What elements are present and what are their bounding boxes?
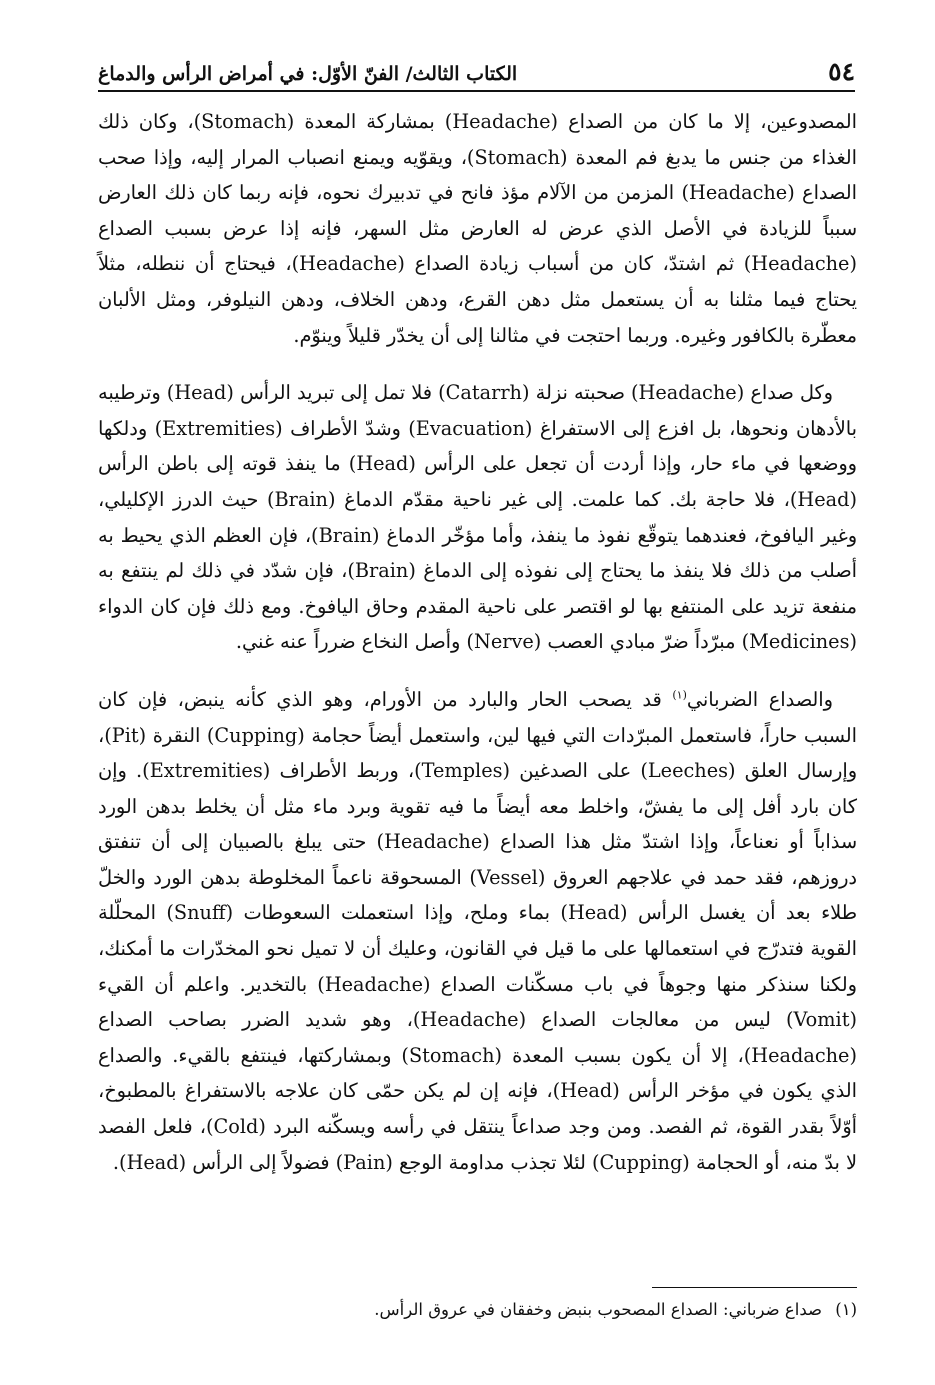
paragraph-2: وكل صداع (Headache) صحبته نزلة (Catarrh) فلا تمل إلى تبريد الرأس (Head) وترطيبه بالأدهان ونحوها، بل افزع إلى الاستفراغ (Evacuation) وشدّ الأطراف (Extremities) ودلكها ووضعها في ماء حار، وإذا أردت أن تجعل على الرأس (Head) ما ينفذ قوته إلى باطن الرأس (Head)، فلا حاجة بك. كما علمت. إلى غير ناحية مقدّم الدماغ (Brain) حيث الدرز الإكليلي، وغير اليافوخ، فعندهما يتوقّع نفوذ ما ينفذ، وأما مؤخّر الدماغ (Brain)، فإن العظم الذي يحيط به أصلب من ذلك فلا ينفذ ما يحتاج إلى نفوذه إلى الدماغ (Brain)، فإن شدّد في ذلك لم ينتفع به منفعة تزيد على المنتفع بها لو اقتصر على ناحية المقدم وحاق اليافوخ. ومع ذلك فإن كان الدواء (Medicines) مبرّداً ضرّ مبادي العصب (Nerve) وأصل النخاع ضرراً عنه غني. — [98, 381, 858, 654]
footnote-divider — [652, 1287, 857, 1288]
footnote-reference: (١) — [672, 688, 687, 702]
paragraph-3-text: قد يصحب الحار والبارد من الأورام، وهو الذي كأنه ينبض، فإن كان السبب حاراً، فاستعمل المبرّدات التي فيها لين، واستعمل أيضاً حجامة (Cupping) النقرة (Pit)، وإرسال العلق (Leeches) على الصدغين (Temples)، وربط الأطراف (Extremities). وإن كان بارد أفل إلى ما يفشّ، واخلط معه أيضاً ما فيه تقوية وبرد ماء مثل أن يخلط بدهن الورد سذاباً أو نعناعاً، وإذا اشتدّ مثل هذا الصداع (Headache) حتى يبلغ بالصبيان إلى أن تنفتق دروزهم، فقد حمد في علاجهم العروق (Vessel) المسحوقة ناعماً المخلوطة بدهن الورد والخلّ طلاء بعد أن يغسل الرأس (Head) بماء وملح، وإذا استعملت السعوطات (Snuff) المحلّلة القوية فتدرّج في استعمالها على ما قيل في القانون، وعليك أن لا تميل نحو المخدّرات ما أمكنك، ولكنا سنذكر منها وجوهاً في باب مسكّنات الصداع (Headache) بالتخدير. واعلم أن القيء (Vomit) ليس من معالجات الصداع (Headache)، وهو شديد الضرر بصاحب الصداع (Headache)، إلا أن يكون بسبب المعدة (Stomach) وبمشاركتها، فينتفع بالقيء. والصداع الذي يكون في مؤخر الرأس (Head)، فإنه إن لم يكن حمّى كان علاجه بالاستفراغ بالمطبوخ، أوّلاً بقدر القوة، ثم الفصد. ومن وجد صداعاً ينتقل في رأسه ويسكّنه البرد (Cold)، فلعل الفصد لا بدّ منه، أو الحجامة (Cupping) لئلا تجذب مداومة الوجع (Pain) فضولاً إلى الرأس (Head). — [98, 687, 858, 1174]
page-number: ٥٤ — [828, 57, 855, 86]
paragraph-1: المصدوعين، إلا ما كان من الصداع (Headache) بمشاركة المعدة (Stomach)، وكان ذلك الغذاء من جنس ما يدبغ فم المعدة (Stomach)، ويقوّيه ويمنع انصباب المرار إليه، وإذا صحب الصداع (Headache) المزمن من الآلام مؤذ فانح في تدبيرك نحوه، فإنه ربما كان ذلك العارض سبباً للزيادة في الأصل الذي عرض له العارض مثل السهر، فإنه إذا عرض بسبب الصداع (Headache) ثم اشتدّ، كان من أسباب زيادة الصداع (Headache)، فيحتاج أن ننطله، مثلاً يحتاج فيما مثلنا به أن يستعمل مثل دهن القرع، ودهن الخلاف، ودهن النيلوفر، ومثل الألبان معطّرة بالكافور وغيره. وربما احتجت في مثالنا إلى أن يخدّر قليلاً وينوّم. — [98, 110, 857, 347]
footnote — [98, 1296, 857, 1324]
footnote-marker: (١) — [835, 1300, 857, 1319]
paragraph-3 — [98, 682, 857, 1180]
paragraph-3-lead: والصداع الضرباني — [686, 687, 833, 711]
page-body — [98, 104, 857, 1180]
footnote-text: صداع ضرباني: الصداع المصحوب بنبض وخفقان في عروق الرأس. — [374, 1300, 822, 1319]
running-title: الكتاب الثالث/ الفنّ الأوّل: في أمراض الرأس والدماغ — [98, 63, 518, 85]
page-header — [98, 42, 855, 92]
